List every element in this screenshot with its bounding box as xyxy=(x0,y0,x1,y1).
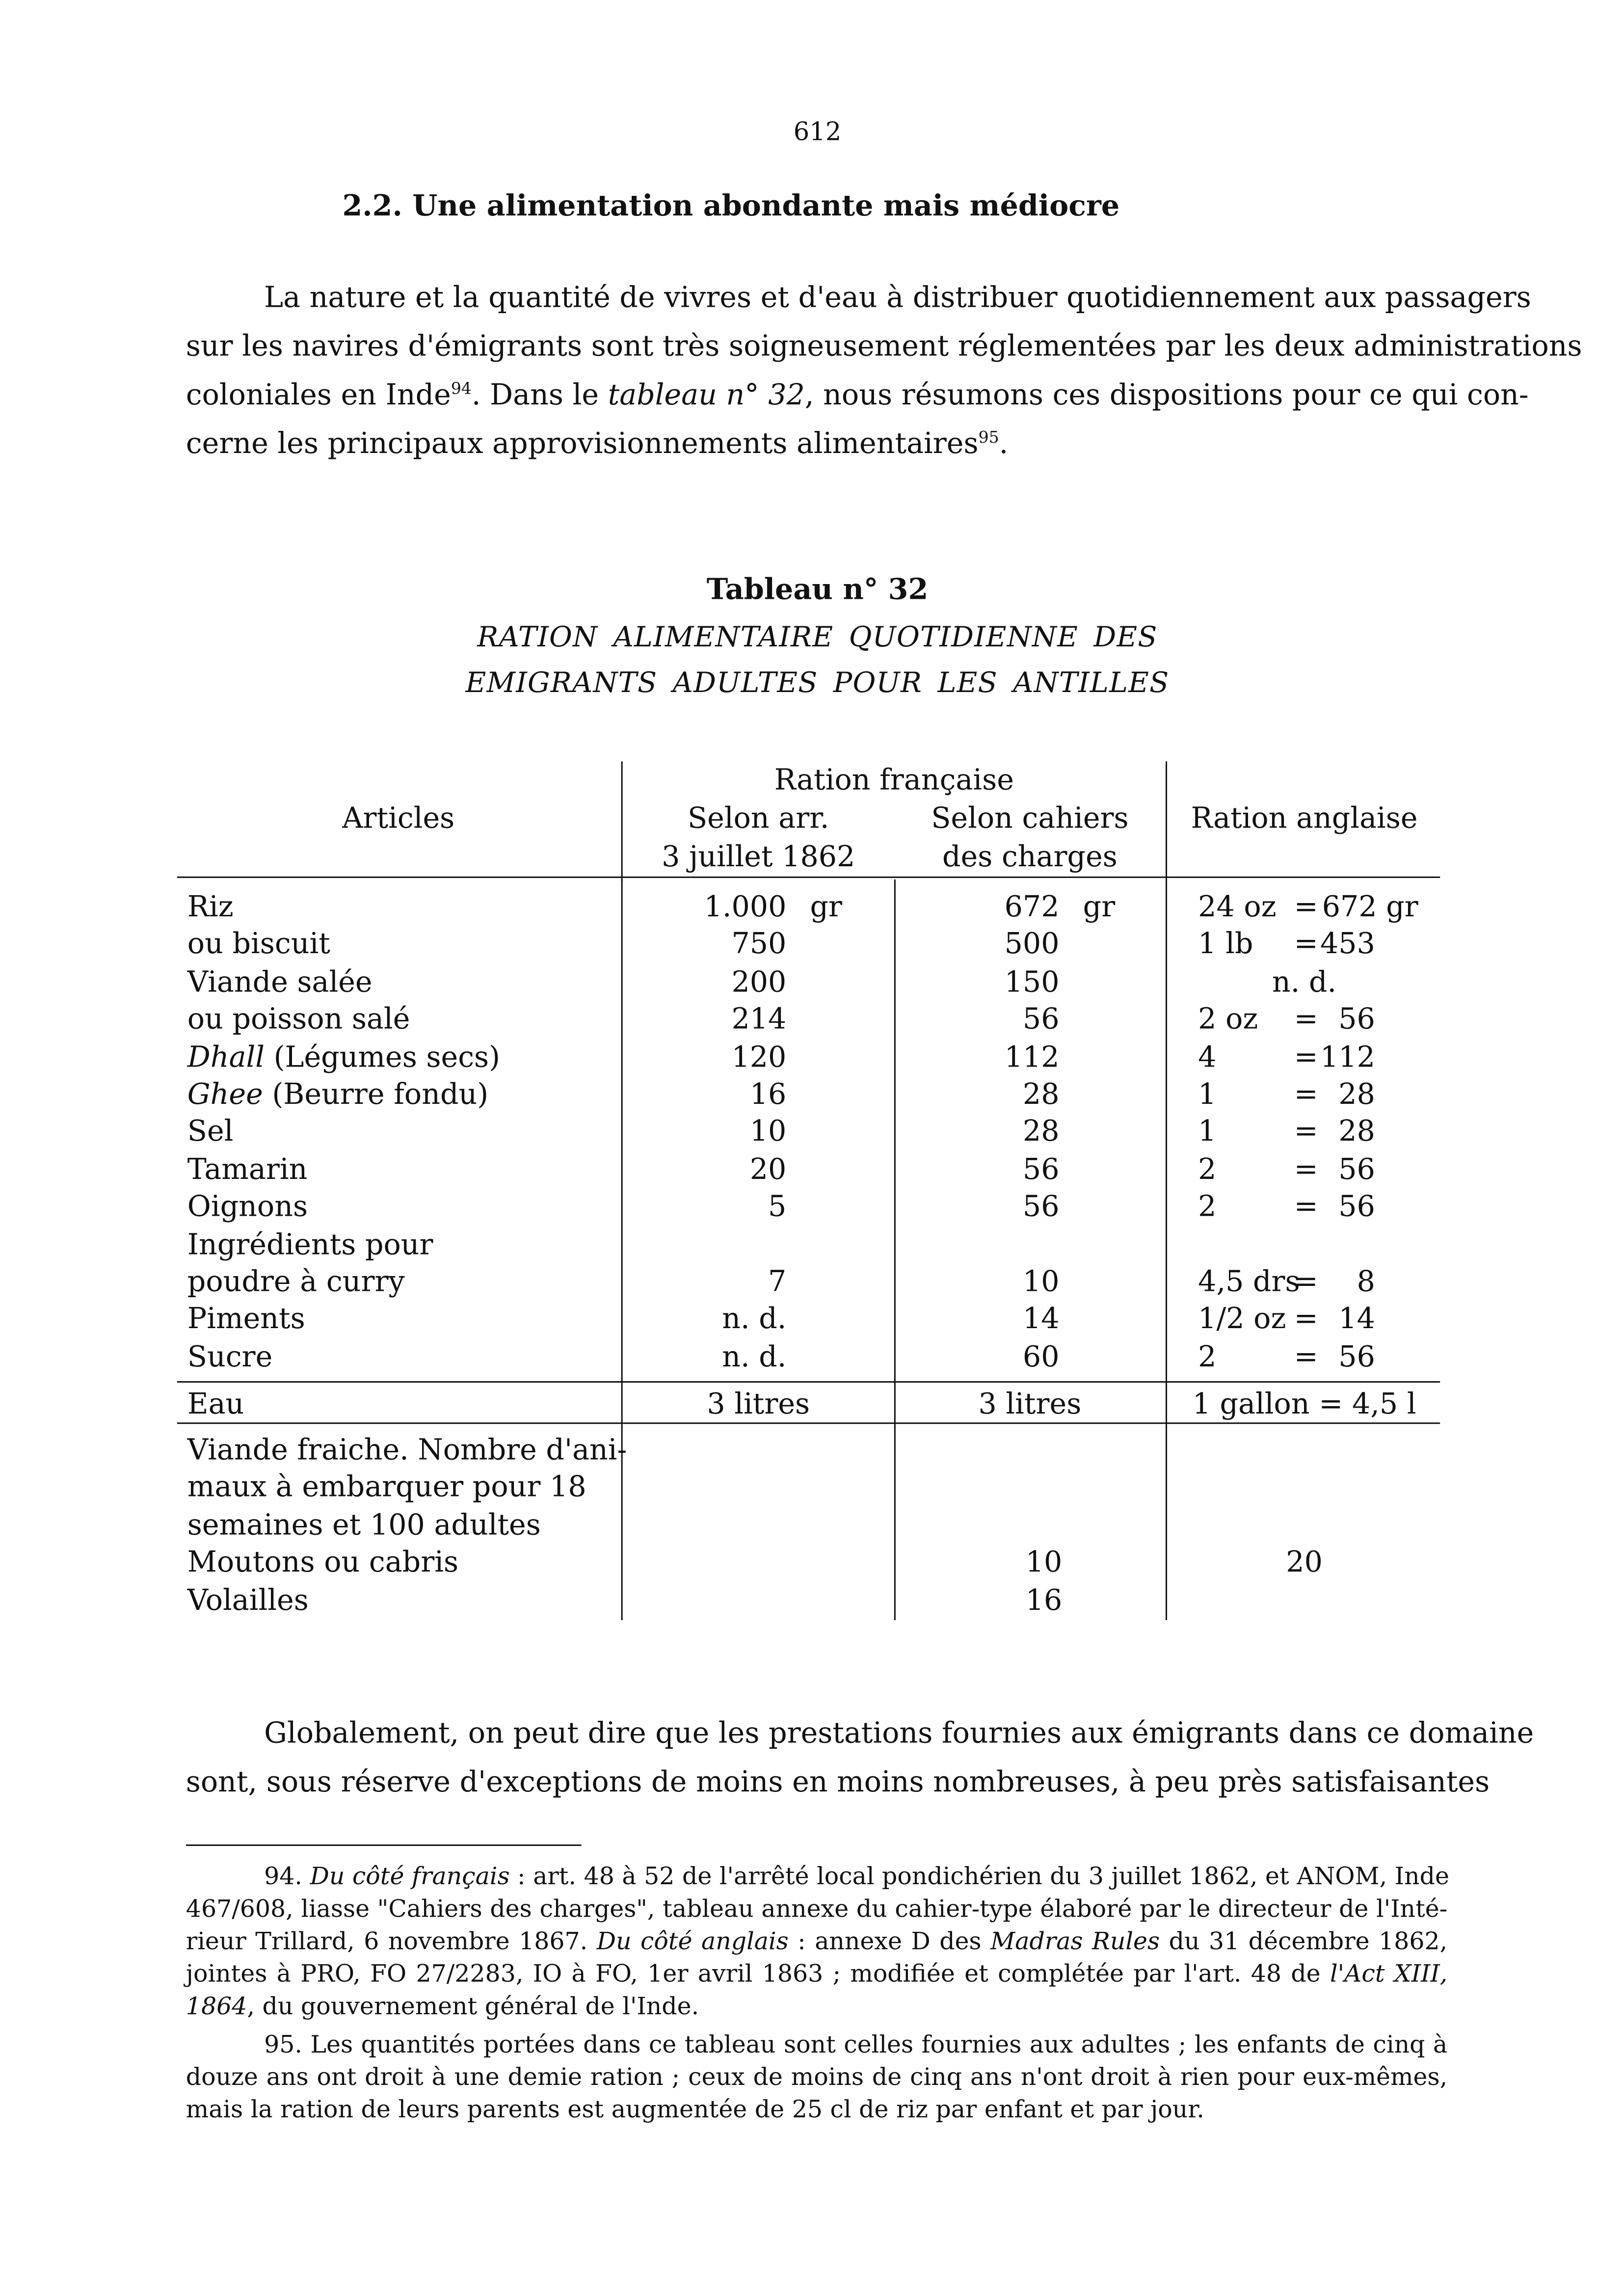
moutons-anglaise: 20 xyxy=(1286,1545,1323,1579)
volailles-cahiers: 16 xyxy=(1025,1583,1063,1618)
moutons-article: Moutons ou cabris xyxy=(187,1545,459,1579)
table-rule xyxy=(177,1422,1440,1424)
row-arr-value: 16 xyxy=(749,1077,787,1111)
footnote-94-line-1: 94. Du côté français : art. 48 à 52 de l'arrêté local pondichérien du 3 juillet 1862, et ANOM, Inde xyxy=(264,1862,1449,1891)
eau-anglaise: 1 gallon = 4,5 l xyxy=(1192,1387,1416,1421)
table-rule xyxy=(1166,880,1167,1620)
row-anglaise-value: 56 xyxy=(1338,1189,1375,1224)
row-arr-value: 750 xyxy=(731,927,787,961)
footnote-94-line-2: 467/608, liasse "Cahiers des charges", tableau annexe du cahier-type élaboré par le directeur de l'Inté- xyxy=(186,1895,1448,1923)
table-subtitle-line-2: EMIGRANTS ADULTES POUR LES ANTILLES xyxy=(465,667,1170,700)
row-article: Piments xyxy=(187,1302,305,1336)
row-anglaise-eq: = xyxy=(1294,927,1318,961)
row-anglaise-qty: 2 xyxy=(1198,1339,1217,1374)
header-articles: Articles xyxy=(342,801,455,835)
row-anglaise-value: 453 xyxy=(1320,927,1375,961)
row-anglaise-value: 8 xyxy=(1357,1264,1375,1299)
row-arr-value: 7 xyxy=(768,1264,787,1299)
row-anglaise-qty: 1/2 oz xyxy=(1198,1302,1286,1336)
row-anglaise-qty: 1 lb xyxy=(1198,927,1253,961)
eau-arr: 3 litres xyxy=(707,1387,810,1421)
row-cahiers-value: 60 xyxy=(1022,1339,1060,1374)
viande-line-3: semaines et 100 adultes xyxy=(187,1508,541,1542)
row-article: Dhall (Légumes secs) xyxy=(187,1040,501,1074)
conclusion-line-1: Globalement, on peut dire que les prestations fournies aux émigrants dans ce domaine xyxy=(264,1716,1534,1750)
row-anglaise-value: 14 xyxy=(1338,1302,1375,1336)
row-anglaise-value: 56 xyxy=(1338,1339,1375,1374)
row-arr-value: 200 xyxy=(731,964,787,999)
intro-line-2: sur les navires d'émigrants sont très soigneusement réglementées par les deux administrations xyxy=(186,329,1582,363)
row-anglaise-value: 672 gr xyxy=(1322,889,1418,924)
row-arr-value: 10 xyxy=(749,1115,787,1149)
row-article: Sucre xyxy=(187,1339,273,1374)
row-anglaise-qty: 2 oz xyxy=(1198,1002,1258,1037)
footnote-94-line-4: jointes à PRO, FO 27/2283, IO à FO, 1er avril 1863 ; modifiée et complétée par l'art. 48 de l'Act XIII, xyxy=(186,1959,1448,1988)
viande-line-2: maux à embarquer pour 18 xyxy=(187,1469,586,1504)
row-article: Sel xyxy=(187,1115,234,1149)
row-article: Tamarin xyxy=(187,1152,308,1186)
table-subtitle-line-1: RATION ALIMENTAIRE QUOTIDIENNE DES xyxy=(477,621,1158,654)
row-cahiers-value: 150 xyxy=(1004,964,1060,999)
intro-line-3: coloniales en Inde$^{94}$. Dans le tableau n° 32, nous résumons ces dispositions pour ce qui con- xyxy=(186,377,1529,412)
row-anglaise-value: 28 xyxy=(1338,1077,1375,1111)
row-article: Riz xyxy=(187,889,234,924)
row-article: Ghee (Beurre fondu) xyxy=(187,1077,489,1111)
row-cahiers-value: 28 xyxy=(1022,1115,1060,1149)
header-des-charges: des charges xyxy=(942,839,1117,874)
row-anglaise-value: 28 xyxy=(1338,1115,1375,1149)
row-arr-value: n. d. xyxy=(722,1339,787,1374)
row-article: poudre à curry xyxy=(187,1264,405,1299)
footnote-ref-95: 95 xyxy=(978,427,999,447)
volailles-article: Volailles xyxy=(187,1583,309,1618)
row-anglaise-nd: n. d. xyxy=(1272,964,1337,999)
row-cahiers-value: 10 xyxy=(1022,1264,1060,1299)
row-article: Ingrédients pour xyxy=(187,1227,433,1261)
row-anglaise-qty: 2 xyxy=(1198,1189,1217,1224)
row-anglaise-eq: = xyxy=(1294,1189,1318,1224)
footnote-separator xyxy=(186,1844,582,1846)
row-anglaise-value: 112 xyxy=(1320,1040,1375,1074)
footnote-94-line-3: rieur Trillard, 6 novembre 1867. Du côté anglais : annexe D des Madras Rules du 31 décembre 1862, xyxy=(186,1927,1448,1955)
header-selon-cahiers: Selon cahiers xyxy=(931,801,1129,835)
row-arr-value: 20 xyxy=(749,1152,787,1186)
table-rule xyxy=(177,877,1440,878)
row-article: Viande salée xyxy=(187,964,372,999)
row-cahiers-value: 14 xyxy=(1022,1302,1060,1336)
footnote-ref-94: 94 xyxy=(451,379,472,399)
row-cahiers-value: 56 xyxy=(1022,1152,1060,1186)
row-anglaise-eq: = xyxy=(1294,1040,1318,1074)
row-anglaise-qty: 4,5 drs xyxy=(1198,1264,1300,1299)
table-rule xyxy=(177,1381,1440,1383)
header-ration-anglaise: Ration anglaise xyxy=(1191,801,1418,835)
footnote-95-line-2: douze ans ont droit à une demie ration ; ceux de moins de cinq ans n'ont droit à rien pour eux-mêmes, xyxy=(186,2062,1448,2091)
row-anglaise-eq: = xyxy=(1294,1002,1318,1037)
viande-line-1: Viande fraiche. Nombre d'ani- xyxy=(187,1433,627,1467)
row-anglaise-eq: = xyxy=(1294,1264,1318,1299)
row-cahiers-value: 28 xyxy=(1022,1077,1060,1111)
row-anglaise-eq: = xyxy=(1294,1077,1318,1111)
row-anglaise-eq: = xyxy=(1294,1115,1318,1149)
intro-line-1: La nature et la quantité de vivres et d'eau à distribuer quotidiennement aux passagers xyxy=(264,280,1531,315)
footnote-94-line-5: 1864, du gouvernement général de l'Inde. xyxy=(186,1992,699,2020)
header-ration-francaise: Ration française xyxy=(774,763,1014,797)
footnote-95-line-1: 95. Les quantités portées dans ce tableau sont celles fournies aux adultes ; les enfants de cinq à xyxy=(264,2030,1448,2058)
table-title: Tableau n° 32 xyxy=(706,572,929,607)
row-cahiers-value: 672 xyxy=(1004,889,1060,924)
row-cahiers-value: 112 xyxy=(1004,1040,1060,1074)
row-cahiers-value: 56 xyxy=(1022,1002,1060,1037)
footnote-95-line-3: mais la ration de leurs parents est augmentée de 25 cl de riz par enfant et par jour. xyxy=(186,2095,1204,2124)
row-cahiers-value: 56 xyxy=(1022,1189,1060,1224)
row-anglaise-qty: 2 xyxy=(1198,1152,1217,1186)
row-arr-value: 5 xyxy=(768,1189,787,1224)
page-number: 612 xyxy=(793,118,842,148)
moutons-cahiers: 10 xyxy=(1025,1545,1063,1579)
table-rule xyxy=(1166,761,1167,881)
intro-line-4: cerne les principaux approvisionnements alimentaires$^{95}$. xyxy=(186,426,1009,461)
row-anglaise-value: 56 xyxy=(1338,1152,1375,1186)
row-anglaise-eq: = xyxy=(1294,1152,1318,1186)
header-selon-arr-date: 3 juillet 1862 xyxy=(662,839,855,874)
row-arr-value: n. d. xyxy=(722,1302,787,1336)
row-anglaise-qty: 4 xyxy=(1198,1040,1217,1074)
row-article: ou poisson salé xyxy=(187,1002,410,1037)
row-anglaise-eq: = xyxy=(1294,1302,1318,1336)
row-anglaise-qty: 1 xyxy=(1198,1077,1217,1111)
row-cahiers-unit: gr xyxy=(1083,889,1116,924)
row-arr-value: 1.000 xyxy=(704,889,787,924)
row-anglaise-qty: 24 oz xyxy=(1198,889,1277,924)
conclusion-line-2: sont, sous réserve d'exceptions de moins en moins nombreuses, à peu près satisfaisantes xyxy=(186,1764,1490,1799)
row-article: Oignons xyxy=(187,1189,308,1224)
row-arr-value: 120 xyxy=(731,1040,787,1074)
row-anglaise-value: 56 xyxy=(1338,1002,1375,1037)
row-cahiers-value: 500 xyxy=(1004,927,1060,961)
row-arr-unit: gr xyxy=(810,889,843,924)
row-anglaise-eq: = xyxy=(1294,1339,1318,1374)
row-anglaise-qty: 1 xyxy=(1198,1115,1217,1149)
eau-article: Eau xyxy=(187,1387,244,1421)
eau-cahiers: 3 litres xyxy=(978,1387,1082,1421)
row-arr-value: 214 xyxy=(731,1002,787,1037)
section-heading: 2.2. Une alimentation abondante mais médiocre xyxy=(342,188,1120,223)
row-anglaise-eq: = xyxy=(1294,889,1318,924)
header-selon-arr: Selon arr. xyxy=(688,801,829,835)
row-article: ou biscuit xyxy=(187,927,330,961)
